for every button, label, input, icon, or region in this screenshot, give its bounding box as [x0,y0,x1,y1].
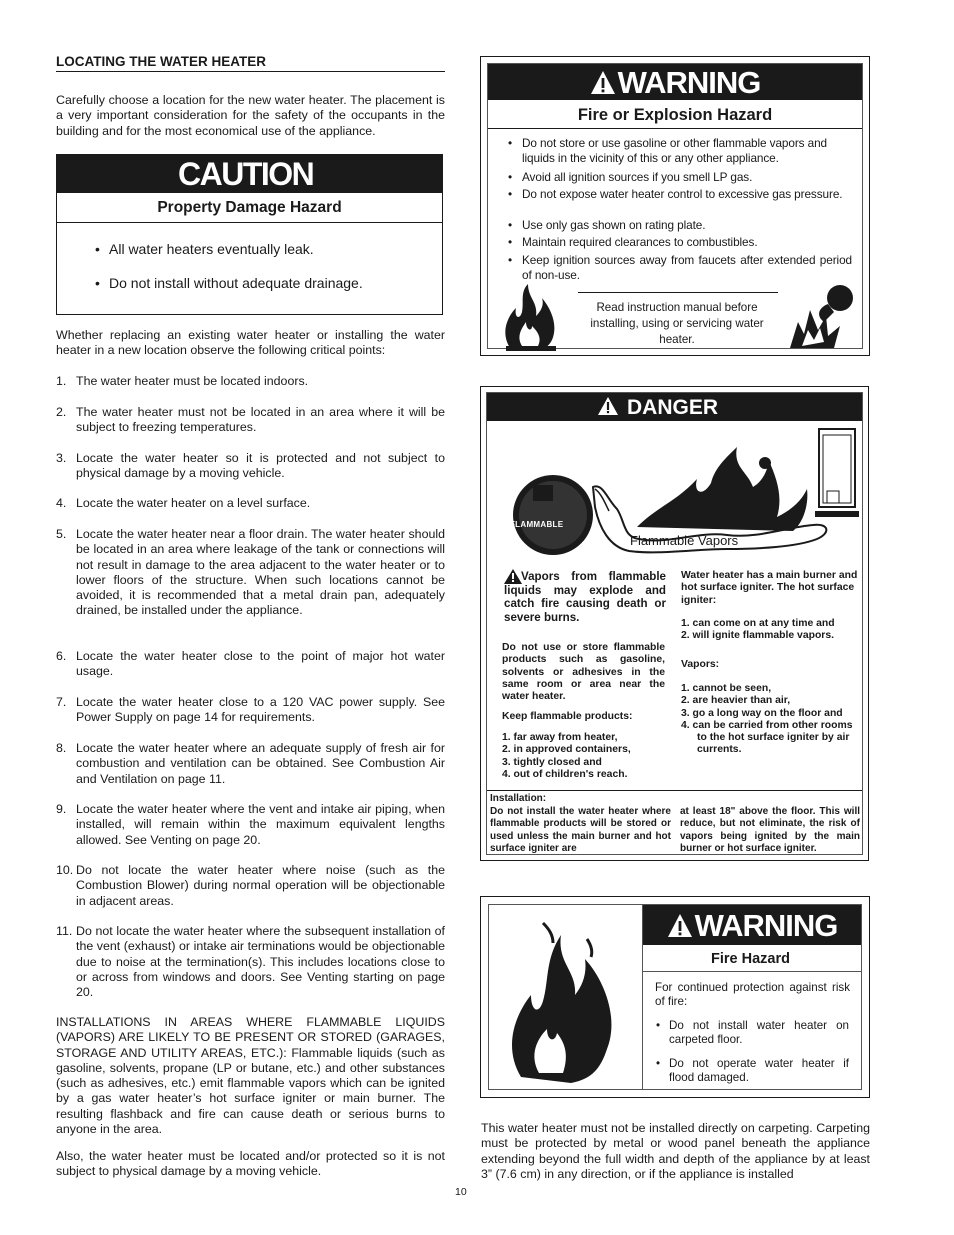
warning-heading: WARNING [488,64,862,100]
danger-lead-text: Vapors from flammable liquids may explode and catch fire causing death or severe burns. [504,570,666,624]
list-item: 1. The water heater must be located indoors. [56,374,309,388]
list-item: 3. go a long way on the floor and [681,707,843,719]
danger-heading: DANGER [487,393,862,421]
vehicle-protection-paragraph: Also, the water heater must be located and/or protected so it is not subject to physical damage by a moving vehicle. [56,1149,445,1179]
list-item: 11. Do not locate the water heater where the subsequent installation of the vent (exhaust) or intake air terminations would be objectionable due to noise at the termination(s). This includes locations close to or across from windows and doors. See Venting starting on page 20. [56,924,445,1000]
list-item: 7. Locate the water heater close to a 120 VAC power supply. See Power Supply on page 14 for requirements. [56,695,445,725]
carpeting-paragraph: This water heater must not be installed directly on carpeting. Carpeting must be protected by metal or wood panel beneath the appliance extending beyond the full width and depth of the appliance by at least 3” (7.6 cm) in any direction, or if the appliance is installed [481,1121,870,1181]
warning-bullet: • Do not expose water heater control to excessive gas pressure. [522,187,852,202]
intro-paragraph: Carefully choose a location for the new water heater. The placement is a very important consideration for the safety of the occupants in the building and for the most economical use of the appliance. [56,93,445,138]
danger-igniter-lead: Water heater has a main burner and hot surface igniter. The hot surface igniter: [681,570,858,606]
danger-storage-warning: Do not use or store flammable products such as gasoline, solvents or adhesives in the same room or area near the water heater. [502,642,665,703]
caution-bullet: • Do not install without adequate drainage. [109,275,363,291]
list-item: 4. out of children's reach. [502,768,628,780]
list-item: 4. Locate the water heater on a level surface. [56,496,311,510]
critical-points-intro: Whether replacing an existing water heater or installing the water heater in a new location observe the following critical points: [56,328,445,358]
fire-icon [509,915,619,1090]
warning-fire-hazard-box [480,896,870,1098]
list-item: 1. far away from heater, [502,732,618,743]
caution-subheading: Property Damage Hazard [57,193,442,223]
installation-text-left: Do not install the water heater where flammable products will be stored or used unless the main burner and hot surface igniter are [490,806,671,854]
warning-bullet: • Use only gas shown on rating plate. [522,218,852,233]
flame-icon [502,282,560,352]
danger-installation-footer [487,790,862,854]
warning-bullet: • Do not install water heater on carpeted floor. [656,1019,849,1047]
warning-bullet: • Maintain required clearances to combustibles. [522,235,852,250]
warning-triangle-icon [667,913,693,939]
warning-bullet: • Keep ignition sources away from faucets after extended period of non-use. [522,253,852,283]
warning-subheading: Fire or Explosion Hazard [488,101,862,129]
warning-subheading: Fire Hazard [643,946,861,972]
list-item: 3. Locate the water heater so it is protected and not subject to physical damage by a moving vehicle. [56,451,445,481]
list-item: 1. can come on at any time and [681,618,835,629]
danger-flammable-vapors-box [480,386,869,861]
list-item: 1. cannot be seen, [681,683,772,694]
list-item: 2. The water heater must not be located in an area where it will be subject to freezing temperatures. [56,405,445,435]
section-title: LOCATING THE WATER HEATER [56,54,445,72]
caution-bullet: • All water heaters eventually leak. [109,241,314,257]
danger-vapors-list [681,683,861,757]
warning-bullet: • Avoid all ignition sources if you smell LP gas. [522,170,852,185]
caution-box [56,154,443,315]
page-number: 10 [455,1186,467,1198]
list-item: 10. Do not locate the water heater where noise (such as the Combustion Blower) during normal operation will be objectionable in adjacent areas. [56,863,445,908]
installation-title: Installation: [490,793,547,804]
list-item: 2. in approved containers, [502,744,631,756]
list-item: 3. tightly closed and [502,756,602,768]
danger-vapors-label: Vapors: [681,659,720,670]
caution-heading: CAUTION [57,155,442,193]
danger-keep-products-label: Keep flammable products: [502,711,633,722]
danger-igniter-list [681,618,861,643]
flammable-can-label: FLAMMABLE [510,520,564,529]
list-item: 6. Locate the water heater close to the point of major hot water usage. [56,649,445,679]
list-item: 9. Locate the water heater where the vent and intake air piping, when installed, will remain within the maximum equivalent lengths allowed. See Venting on page 20. [56,802,445,847]
warning-bullet: • Do not store or use gasoline or other flammable vapors and liquids in the vicinity of this or any other appliance. [522,136,852,166]
list-item: 4. can be carried from other rooms to the hot surface igniter by air currents. [681,719,853,756]
read-manual-note: Read instruction manual before installing, using or servicing water heater. [590,301,764,346]
warning-triangle-icon [597,396,619,416]
list-item: 2. are heavier than air, [681,695,791,707]
warning-bullet: • Do not operate water heater if flood damaged. [656,1057,849,1085]
fire-hazard-intro: For continued protection against risk of fire: [655,981,850,1009]
warning-fire-explosion-box [480,56,870,356]
list-item: 5. Locate the water heater near a floor drain. The water heater should be located in an area where leakage of the tank or connections will not result in damage to the area adjacent to the water heater or to lower floors of the structure. When such locations cannot be avoided, it is recommended that a metal drain pan, adequately drained, be installed under the appliance. [56,527,445,618]
list-item: 8. Locate the water heater where an adequate supply of fresh air for combustion and ventilation can be obtained. See Combustion Air and Ventilation on page 11. [56,741,445,786]
flammable-liquids-paragraph: INSTALLATIONS IN AREAS WHERE FLAMMABLE LIQUIDS (VAPORS) ARE LIKELY TO BE PRESENT OR STORED (GARAGES, STORAGE AND UTILITY AREAS, ETC.): Flammable liquids (such as gasoline, solvents, propane (LP or butane, etc.) and other substances (such as adhesives, etc.) emit flammable vapors which can be ignited by a gas water heater’s hot surface igniter or main burner. The resulting flashback and fire can cause death or serious burns to anyone in the area. [56,1015,445,1137]
installation-text-right: at least 18" above the floor. This will reduce, but not eliminate, the risk of vapors being ignited by the main burner or hot surface igniter. [680,806,860,854]
list-item: 2. will ignite flammable vapors. [681,630,835,642]
warning-heading: WARNING [643,905,861,945]
danger-keep-products-list [502,732,665,781]
explosion-icon [788,282,864,350]
flammable-vapors-label: Flammable Vapors [630,533,739,548]
warning-triangle-icon [590,70,616,96]
